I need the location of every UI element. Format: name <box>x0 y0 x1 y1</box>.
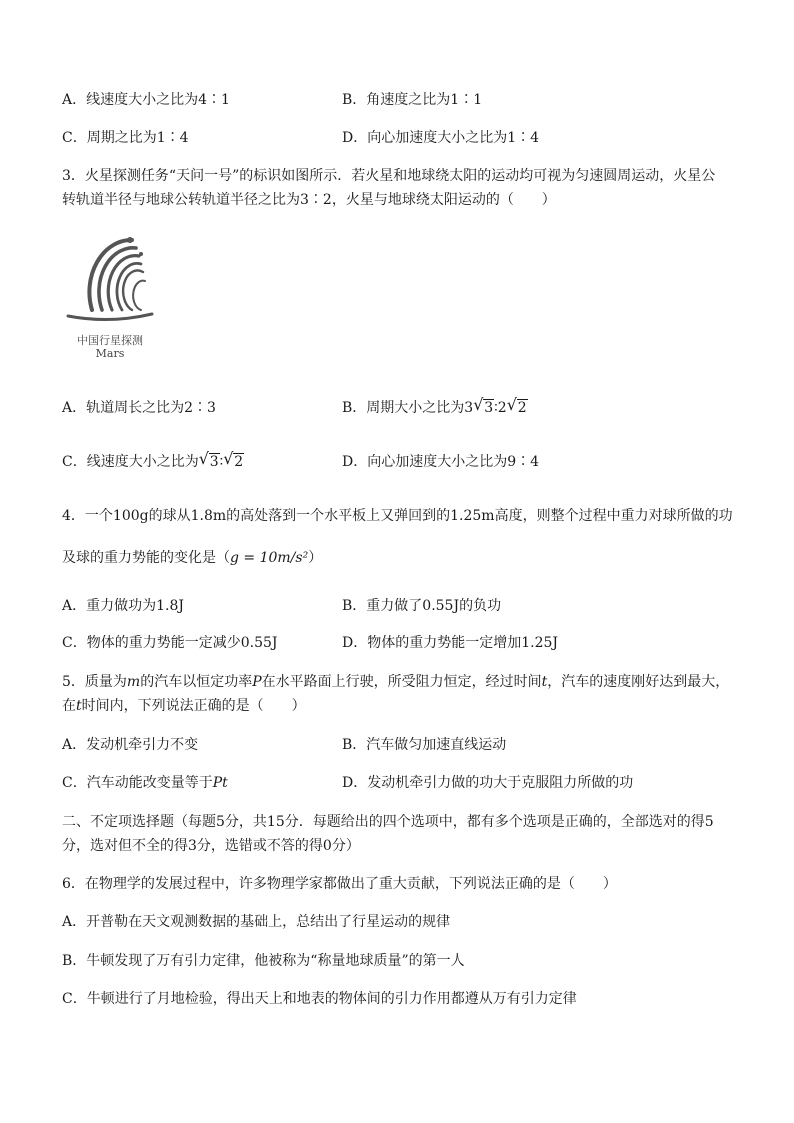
q5-stem-line2 <box>62 696 306 716</box>
q3-option-a: A．轨道周长之比为2∶3 <box>62 400 216 416</box>
q6-option-a: A．开普勒在天文观测数据的基础上，总结出了行星运动的规律 <box>62 914 451 930</box>
q5-option-c-formula: Pt <box>212 775 228 791</box>
q5-text: 在 <box>62 698 76 714</box>
q5-option-c <box>62 773 228 793</box>
q3-option-c-mid: ∶ <box>219 454 224 470</box>
radicand: 2 <box>234 454 244 470</box>
q5-power-var: P <box>252 674 262 690</box>
q6-option-b: B．牛顿发现了万有引力定律，他被称为“称量地球质量”的第一人 <box>62 953 465 969</box>
q5-option-b: B．汽车做匀加速直线运动 <box>342 737 507 753</box>
q3-option-c-prefix: C．线速度大小之比为 <box>62 454 199 470</box>
section2-heading-line1: 二、不定项选择题（每题5分，共15分．每题给出的四个选项中，都有多个选项是正确的，全部选对的得5 <box>62 814 714 830</box>
logo-caption-cn: 中国行星探测 <box>77 334 143 347</box>
q3-option-d: D．向心加速度大小之比为9∶4 <box>342 454 540 470</box>
q3-option-c <box>62 449 244 472</box>
radicand: 2 <box>517 400 527 416</box>
q5-text: ，汽车的速度刚好达到最大， <box>547 674 730 690</box>
sqrt-symbol: √ 3 <box>473 395 494 416</box>
q4-stem-prefix: 及球的重力势能的变化是（ <box>62 550 230 566</box>
q6-option-c: C．牛顿进行了月地检验，得出天上和地表的物体间的引力作用都遵从万有引力定律 <box>62 991 577 1007</box>
q3-option-b-mid: ∶2 <box>494 400 507 416</box>
q5-text: 的汽车以恒定功率 <box>140 674 253 690</box>
q4-option-d: D．物体的重力势能一定增加1.25J <box>342 635 559 651</box>
q4-stem-line1: 4．一个100g的球从1.8m的高处落到一个水平板上又弹回到的1.25m高度，则整个过程中重力对球所做的功 <box>62 508 733 524</box>
q3-stem-line1: 3．火星探测任务“天问一号”的标识如图所示．若火星和地球绕太阳的运动均可视为匀速圆周运动，火星公 <box>62 168 716 184</box>
q4-stem-suffix: ） <box>308 550 323 566</box>
q5-text: 在水平路面上行驶，所受阻力恒定，经过时间 <box>261 674 542 690</box>
q5-option-a: A．发动机牵引力不变 <box>62 737 199 753</box>
q5-time-var: t <box>76 698 82 714</box>
q5-stem-line1 <box>62 672 729 692</box>
tianwen-logo <box>62 232 158 362</box>
q5-time-var: t <box>541 674 548 690</box>
radicand: 3 <box>209 454 219 470</box>
radicand: 3 <box>484 400 494 416</box>
q6-stem: 6．在物理学的发展过程中，许多物理学家都做出了重大贡献，下列说法正确的是（ ） <box>62 876 617 892</box>
q5-option-d: D．发动机牵引力做的功大于克服阻力所做的功 <box>342 775 634 791</box>
q5-mass-var: m <box>126 674 141 690</box>
q4-stem-line2 <box>62 548 322 568</box>
q3-option-b-prefix: B．周期大小之比为 <box>342 400 465 416</box>
q3-stem-line2: 转轨道半径与地球公转轨道半径之比为3∶2，火星与地球绕太阳运动的（ ） <box>62 192 556 208</box>
q2-option-c: C．周期之比为1∶4 <box>62 130 189 146</box>
sqrt-symbol: √ 3 <box>198 449 219 470</box>
q2-option-d: D．向心加速度大小之比为1∶4 <box>342 130 540 146</box>
q4-option-c: C．物体的重力势能一定减少0.55J <box>62 635 278 651</box>
q3-option-b-coef: 3 <box>464 400 474 416</box>
section2-heading-line2: 分，选对但不全的得3分，选错或不答的得0分） <box>62 838 360 854</box>
q2-option-b: B．角速度之比为1∶1 <box>342 92 483 108</box>
sqrt-symbol: √ 2 <box>223 449 244 470</box>
q5-option-c-prefix: C．汽车动能改变量等于 <box>62 775 213 791</box>
q2-option-a: A．线速度大小之比为4∶1 <box>62 92 230 108</box>
q3-option-b <box>342 395 528 418</box>
q4-option-a: A．重力做功为1.8J <box>62 598 184 614</box>
q5-text: 5．质量为 <box>62 674 127 690</box>
mars-logo-arcs-icon <box>62 232 158 330</box>
q5-text: 时间内，下列说法正确的是（ ） <box>81 698 306 714</box>
logo-caption-en: Mars <box>95 347 125 360</box>
q4-gravity-formula: g = 10m/s² <box>230 550 309 566</box>
sqrt-symbol: √ 2 <box>506 395 527 416</box>
q4-option-b: B．重力做了0.55J的负功 <box>342 598 502 614</box>
